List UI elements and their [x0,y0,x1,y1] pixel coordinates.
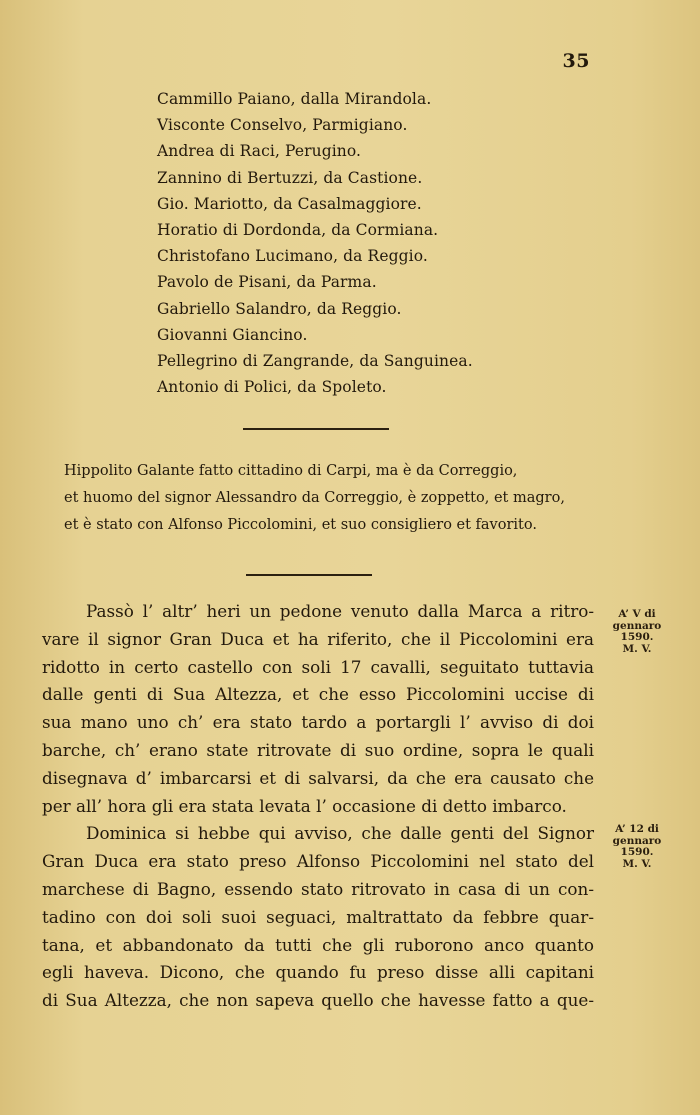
margin-note-line: M. V. [622,642,652,655]
paragraph-2-line: tana, et abbandonato da tutti che gli ruborono anco quanto [42,934,594,955]
list-item: Christofano Lucimano, da Reggio. [157,247,428,266]
margin-note-date-2 [604,824,670,870]
paragraph-1-line: sua mano uno ch’ era stato tardo a portargli l’ avviso di doi [42,712,594,733]
note-line: et huomo del signor Alessandro da Correggio, è zoppetto, et magro, [64,490,565,506]
margin-note-line: 1590. [620,631,654,643]
paragraph-2-line: Dominica si hebbe qui avviso, che dalle genti del Signor [86,823,594,844]
body-text [42,598,594,1015]
list-item: Pellegrino di Zangrande, da Sanguinea. [157,351,473,370]
section-divider [246,574,372,576]
margin-note-line: gennaro [612,834,662,847]
list-item: Giovanni Giancino. [157,325,308,344]
note-line: et è stato con Alfonso Piccolomini, et suo consigliero et favorito. [64,517,537,533]
paragraph-1-line: dalle genti di Sua Altezza, et che esso Piccolomini uccise di [42,684,594,705]
margin-note-date-1 [604,609,670,655]
paragraph-1-line: barche, ch’ erano state ritrovate di suo ordine, sopra le quali [42,739,594,760]
list-item: Zannino di Bertuzzi, da Castione. [157,168,423,187]
paragraph-2-line: egli haveva. Dicono, che quando fu preso disse alli capitani [42,962,594,983]
paragraph-1-line: vare il signor Gran Duca et ha riferito, che il Piccolomini era [42,628,594,649]
list-item: Visconte Conselvo, Parmigiano. [157,116,408,135]
paragraph-2-line: tadino con doi soli suoi seguaci, maltrattato da febbre quar- [42,906,594,927]
paragraph-1-line: disegnava d’ imbarcarsi et di salvarsi, da che era causato che [42,767,594,788]
list-item: Cammillo Paiano, dalla Mirandola. [157,90,432,108]
page-number: 35 [562,50,590,72]
list-item: Antonio di Polici, da Spoleto. [157,378,387,397]
note-line: Hippolito Galante fatto cittadino di Carpi, ma è da Correggio, [64,463,518,479]
paragraph-2-line: di Sua Altezza, che non sapeva quello che havesse fatto a que- [42,990,594,1011]
margin-note-line: gennaro [612,619,662,632]
paragraph-1-line: per all’ hora gli era stata levata l’ occasione di detto imbarco. [42,795,567,816]
paragraph-2-line: marchese di Bagno, essendo stato ritrovato in casa di un con- [42,878,594,899]
names-list [157,86,597,400]
list-item: Gio. Mariotto, da Casalmaggiore. [157,194,422,213]
paragraph-1-line: ridotto in certo castello con soli 17 cavalli, seguitato tuttavia [42,656,594,677]
margin-note-line: 1590. [620,846,654,858]
list-item: Horatio di Dordonda, da Cormiana. [157,220,439,239]
margin-note-line: A’ 12 di [615,823,659,835]
paragraph-2-line: Gran Duca era stato preso Alfonso Piccolomini nel stato del [42,851,594,872]
list-item: Gabriello Salandro, da Reggio. [157,299,402,318]
margin-note-line: A’ V di [618,608,656,620]
note-paragraph [64,458,594,539]
paragraph-1-line: Passò l’ altr’ heri un pedone venuto dalla Marca a ritro- [86,601,594,621]
list-item: Andrea di Raci, Perugino. [157,142,362,161]
list-item: Pavolo de Pisani, da Parma. [157,273,377,292]
section-divider [243,428,389,430]
margin-note-line: M. V. [622,857,652,870]
